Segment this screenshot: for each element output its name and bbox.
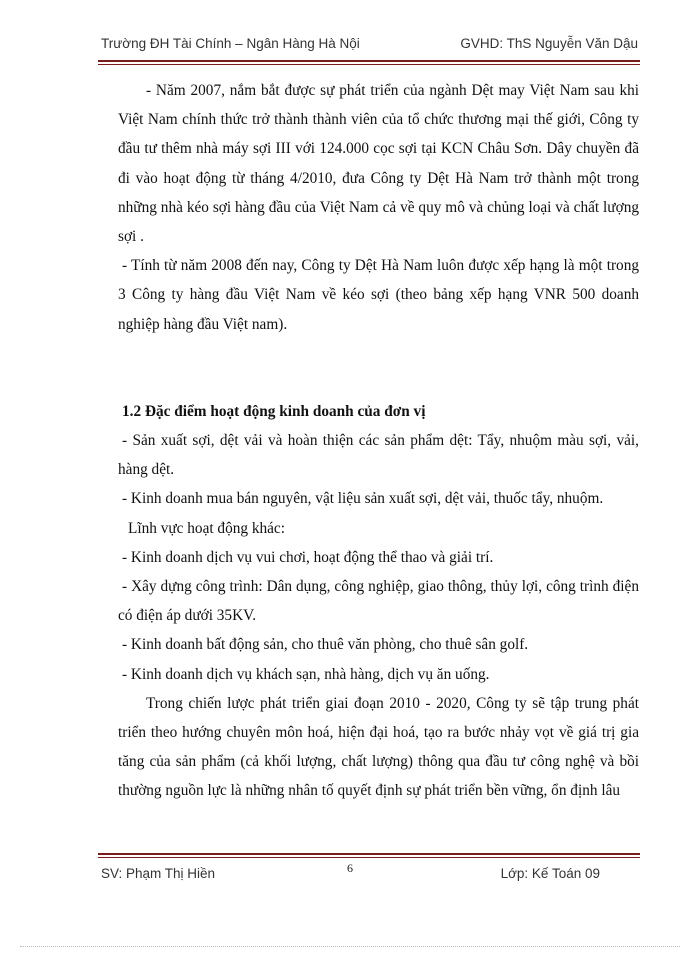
business-item-2: - Kinh doanh mua bán nguyên, vật liệu sản xuất sợi, dệt vải, thuốc tẩy, nhuộm.	[122, 490, 604, 508]
other-item-1: - Kinh doanh dịch vụ vui chơi, hoạt động thể thao và giải trí.	[122, 548, 494, 566]
paragraph-ranking-2008: - Tính từ năm 2008 đến nay, Công ty Dệt Hà Nam luôn được xếp hạng là một trong 3 Công ty hàng đầu Việt Nam về kéo sợi (theo bảng xếp hạng VNR 500 doanh nghiệp hàng đầu Việt nam).	[118, 257, 639, 333]
header-school: Trường ĐH Tài Chính – Ngân Hàng Hà Nội	[101, 36, 360, 51]
paragraph-strategy: Trong chiến lược phát triển giai đoạn 2010 - 2020, Công ty sẽ tập trung phát triển theo hướng chuyên môn hoá, hiện đại hoá, tạo ra bước nhảy vọt về giá trị gia tăng của sản phẩm (cả khối lượng, chất lượng) thông qua đầu tư công nghệ và bồi thường nguồn lực là những nhân tố quyết định sự phát triển bền vững, ổn định lâu	[118, 694, 639, 800]
footer-student: SV: Phạm Thị Hiền	[101, 866, 216, 881]
footer-rule-top	[98, 853, 640, 855]
footer-class: Lớp: Kế Toán 09	[500, 866, 600, 881]
document-body	[118, 76, 639, 806]
other-item-4: - Kinh doanh dịch vụ khách sạn, nhà hàng, dịch vụ ăn uống.	[122, 665, 490, 683]
other-item-3: - Kinh doanh bất động sản, cho thuê văn phòng, cho thuê sân golf.	[122, 636, 529, 654]
header-advisor: GVHD: ThS Nguyễn Văn Dậu	[460, 36, 638, 51]
page-number: 6	[347, 861, 353, 875]
page-footer	[101, 866, 600, 881]
page-boundary-line	[20, 946, 680, 947]
business-item-1: - Sản xuất sợi, dệt vải và hoàn thiện các sản phẩm dệt: Tẩy, nhuộm màu sợi, vải, hàng dệt.	[118, 432, 639, 479]
paragraph-history-2007: - Năm 2007, nắm bắt được sự phát triển của ngành Dệt may Việt Nam sau khi Việt Nam chính thức trở thành thành viên của tổ chức thương mại thế giới, Công ty đầu tư thêm nhà máy sợi III với 124.000 cọc sợi tại KCN Châu Sơn. Dây chuyền đã đi vào hoạt động từ tháng 4/2010, đưa Công ty Dệt Hà Nam trở thành một trong những nhà kéo sợi hàng đầu của Việt Nam cả về quy mô và chủng loại và chất lượng sợi .	[118, 82, 639, 246]
footer-rule-bottom	[98, 857, 640, 858]
section-title: 1.2 Đặc điểm hoạt động kinh doanh của đơn vị	[122, 402, 426, 420]
header-rule-bottom	[98, 64, 640, 65]
header-rule-top	[98, 60, 640, 62]
other-item-2: - Xây dựng công trình: Dân dụng, công nghiệp, giao thông, thủy lợi, công trình điện có điện áp dưới 35KV.	[118, 578, 639, 625]
page-header	[101, 36, 638, 51]
other-fields-heading: Lĩnh vực hoạt động khác:	[128, 519, 285, 537]
